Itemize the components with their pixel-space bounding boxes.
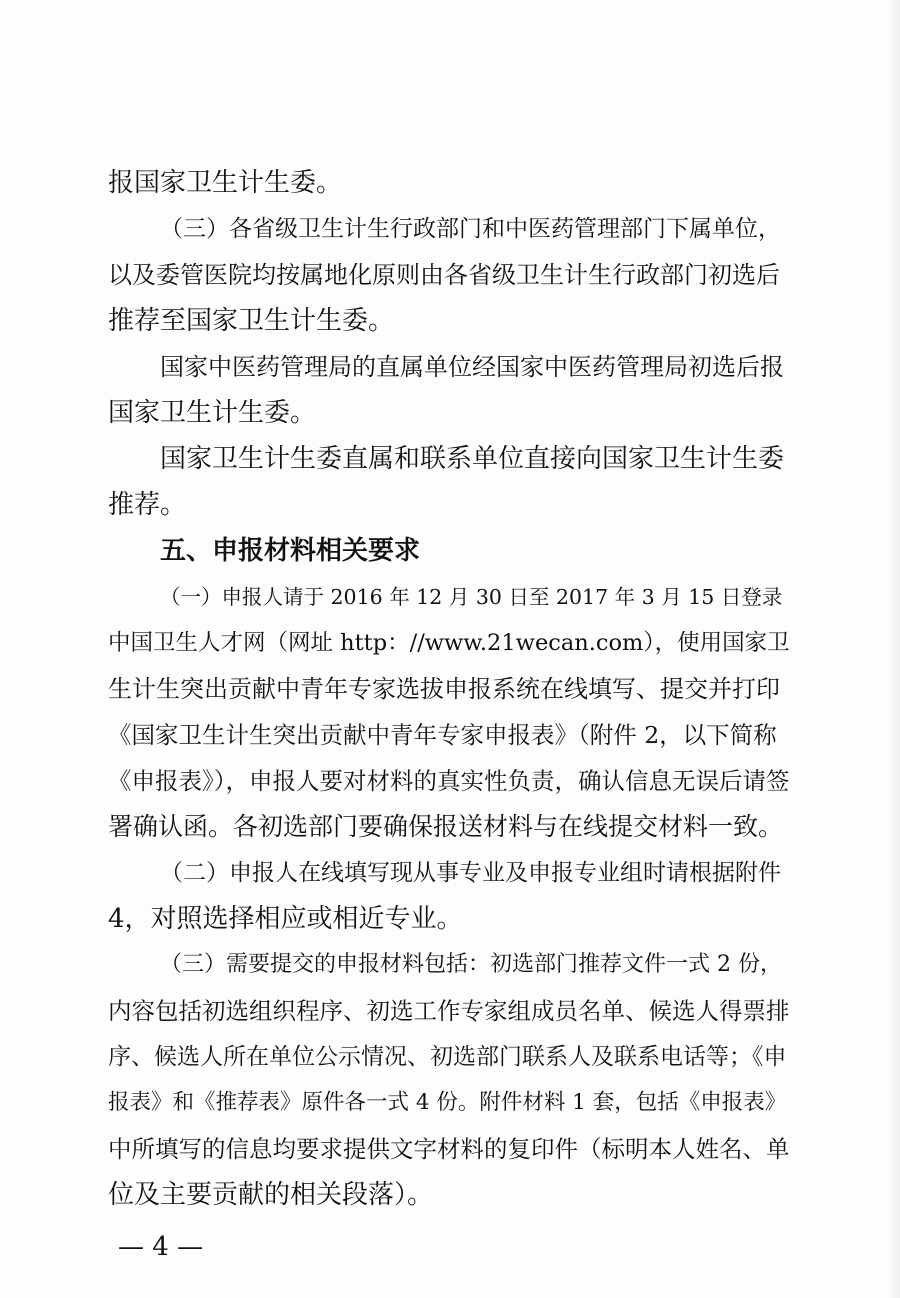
text-line: （三）各省级卫生计生行政部门和中医药管理部门下属单位，	[160, 216, 781, 242]
scan-edge-shadow	[886, 0, 900, 1298]
text-line: 推荐至国家卫生计生委。	[108, 306, 395, 336]
text-line: 国家卫生计生委直属和联系单位直接向国家卫生计生委	[160, 444, 785, 474]
page-number: — 4 —	[118, 1232, 204, 1262]
text-line: 国家中医药管理局的直属单位经国家中医药管理局初选后报	[160, 353, 784, 381]
text-line: 中国卫生人才网（网址 http：//www.21wecan.com），使用国家卫	[108, 630, 790, 656]
text-line: 位及主要贡献的相关段落）。	[108, 1180, 434, 1210]
text-line: 序、候选人所在单位公示情况、初选部门联系人及联系电话等；《申	[108, 1044, 787, 1070]
text-line: 以及委管医院均按属地化原则由各省级卫生计生行政部门初选后	[108, 261, 780, 289]
text-line: 《申报表》），申报人要对材料的真实性负责，确认信息无误后请签	[108, 767, 790, 795]
text-line: 内容包括初选组织程序、初选工作专家组成员名单、候选人得票排	[108, 997, 790, 1025]
text-line: 报表》和《推荐表》原件各一式 4 份。附件材料 1 套，包括《申报表》	[108, 1090, 787, 1115]
section-heading: 五、申报材料相关要求	[160, 536, 421, 566]
text-line: 4，对照选择相应或相近专业。	[108, 904, 463, 934]
text-line: 中所填写的信息均要求提供文字材料的复印件（标明本人姓名、单	[108, 1135, 790, 1163]
text-line: 报国家卫生计生委。	[108, 168, 343, 198]
text-line: （二）申报人在线填写现从事专业及申报专业组时请根据附件	[160, 860, 781, 886]
text-line: （三）需要提交的申报材料包括：初选部门推荐文件一式 2 份，	[160, 952, 782, 977]
text-line: 署确认函。各初选部门要确保报送材料与在线提交材料一致。	[108, 812, 784, 841]
text-line: 生计生突出贡献中青年专家选拔申报系统在线填写、提交并打印	[108, 675, 780, 703]
text-line: 国家卫生计生委。	[108, 398, 317, 428]
text-line: 推荐。	[108, 490, 187, 520]
text-line: （一）申报人请于 2016 年 12 月 30 日至 2017 年 3 月 15 日登录	[160, 585, 783, 609]
text-line: 《国家卫生计生突出贡献中青年专家申报表》（附件 2，以下简称	[108, 721, 777, 749]
